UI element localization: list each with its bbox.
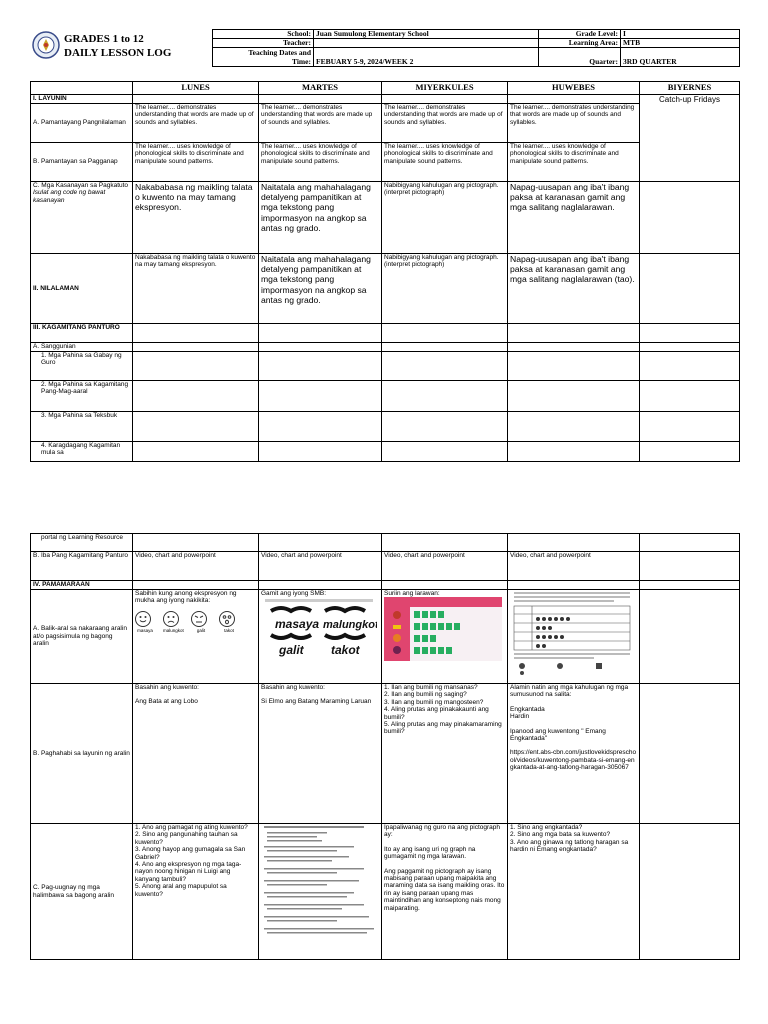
paghahabi-thu-l6: Ipanood ang kuwentong " Emang Engkantada" bbox=[510, 727, 606, 743]
iba-pang-thu: Video, chart and powerpoint bbox=[508, 552, 640, 581]
header-info-table bbox=[212, 29, 740, 67]
dates-label-line1: Teaching Dates and bbox=[248, 48, 311, 57]
paghahabi-tue-instruction: Basahin ang kuwento: bbox=[261, 684, 325, 691]
happy-face-icon bbox=[135, 611, 151, 627]
face-label: takot bbox=[224, 627, 234, 633]
row-label-portal: portal ng Learning Resource bbox=[31, 534, 133, 552]
paghahabi-tue bbox=[259, 684, 382, 824]
iba-pang-wed: Video, chart and powerpoint bbox=[382, 552, 508, 581]
pamantayang-mon: The learner.... demonstrates understanding that words are made up of sounds and syllables. bbox=[133, 104, 259, 143]
corner-cell bbox=[31, 82, 133, 95]
uugnay-wed bbox=[382, 824, 508, 960]
row-label-pag-uugnay: C. Pag-uugnay ng mga halimbawa sa bagong aralin bbox=[31, 824, 133, 960]
uugnay-thu-q3: 3. Ano ang ginawa ng tatlong haragan sa hardin ni Emang engkantada? bbox=[510, 838, 629, 854]
uugnay-mon-q2: 2. Sino ang pangunahing tauhan sa kuwento? bbox=[135, 831, 238, 846]
face-label: malungkot bbox=[163, 627, 184, 633]
paghahabi-wed-q1: 1. Ilan ang bumili ng mansanas? bbox=[384, 684, 478, 691]
face-label: masaya bbox=[137, 627, 153, 633]
paghahabi-wed-q3: 3. Ilan ang bumili ng mangosteen? bbox=[384, 698, 484, 706]
kasanayan-tue: Naitatala ang mahahalagang detalyeng pampanitikan at mga tekstong pang impormasyon na angkop sa antas ng grado. bbox=[259, 182, 382, 254]
balik-aral-thu bbox=[508, 590, 640, 684]
section-kagamitang: III. KAGAMITANG PANTURO bbox=[31, 324, 133, 343]
expression-faces bbox=[135, 611, 256, 634]
balik-aral-tue-text: Gamit ang iyong SMB: bbox=[261, 590, 327, 597]
face-label: galit bbox=[196, 627, 206, 633]
paghahabi-mon-story: Ang Bata at ang Lobo bbox=[135, 698, 198, 706]
uugnay-wed-p1: Ipapaliwanag ng guro na ang pictograph ay: bbox=[384, 824, 501, 839]
nilalaman-mon: Nakababasa ng maikling talata o kuwento na may tamang ekspresyon. bbox=[133, 254, 259, 324]
dates-label bbox=[213, 48, 314, 67]
pictograph-fruits-image bbox=[384, 597, 502, 661]
sad-face-icon bbox=[163, 611, 179, 627]
uugnay-mon-q5: 5. Anong aral ang mapupulot sa kuwento? bbox=[135, 883, 227, 898]
worksheet-image bbox=[261, 824, 379, 948]
face-sad bbox=[163, 611, 183, 634]
teacher-label: Teacher: bbox=[213, 39, 314, 48]
section-pamamaraan: IV. PAMAMARAAN bbox=[31, 581, 133, 590]
section-layunin: I. LAYUNIN bbox=[31, 95, 133, 104]
paghahabi-thu-l1: Alamin natin ang mga kahulugan ng mga sumusunod na salita: bbox=[510, 684, 629, 699]
quarter-label: Quarter: bbox=[539, 48, 621, 67]
paghahabi-thu-l3: Engkantada bbox=[510, 705, 545, 713]
paghahabi-wed-q5: 5. Aling prutas ang may pinakamaraming bumili? bbox=[384, 721, 502, 736]
pamantayang-thu: The learner.... demonstrates understanding that words are made up of sounds and syllables. bbox=[508, 104, 640, 143]
nilalaman-wed: Nabibigyang kahulugan ang pictograph. (interpret pictograph) bbox=[382, 254, 508, 324]
grade-label: Grade Level: bbox=[539, 30, 621, 39]
pamantayang-wed: The learner.... demonstrates understanding that words are made up of sounds and syllables. bbox=[382, 104, 508, 143]
dates-value: FEBUARY 5-9, 2024/WEEK 2 bbox=[314, 48, 539, 67]
pagganap-wed: The learner.... uses knowledge of phonological skills to discriminate and manipulate sound patterns. bbox=[382, 143, 508, 182]
balik-aral-tue bbox=[259, 590, 382, 684]
row-label-kasanayan bbox=[31, 182, 133, 254]
nilalaman-thu: Napag-uusapan ang iba't ibang paksa at karanasan gamit ang mga salitang naglalarawan (tao). bbox=[508, 254, 640, 324]
svg-text:takot: takot bbox=[331, 643, 360, 658]
paghahabi-thu-l4: Hardin bbox=[510, 713, 530, 721]
uugnay-tue bbox=[259, 824, 382, 960]
day-header-thu: HUWEBES bbox=[508, 82, 640, 95]
paghahabi-mon-instruction: Basahin ang kuwento: bbox=[135, 684, 199, 691]
school-label: School: bbox=[213, 30, 314, 39]
lesson-table-part2 bbox=[30, 533, 740, 960]
row-label-karagdagang: 4. Karagdagang Kagamitan mula sa bbox=[31, 442, 133, 462]
uugnay-thu-q2: 2. Sino ang mga bata sa kuwento? bbox=[510, 831, 611, 839]
lesson-table-part1 bbox=[30, 81, 740, 462]
uugnay-mon bbox=[133, 824, 259, 960]
section-nilalaman: II. NILALAMAN bbox=[31, 254, 133, 324]
balik-aral-mon-text: Sabihin kung anong ekspresyon ng mukha ang iyong nakikita: bbox=[135, 590, 237, 605]
row-label-sanggunian: A. Sanggunian bbox=[31, 343, 133, 352]
paghahabi-wed-q2: 2. Ilan ang bumili ng saging? bbox=[384, 691, 467, 699]
pagganap-thu: The learner.... uses knowledge of phonological skills to discriminate and manipulate sound patterns. bbox=[508, 143, 640, 182]
iba-pang-tue: Video, chart and powerpoint bbox=[259, 552, 382, 581]
area-value: MTB bbox=[621, 39, 740, 48]
kasanayan-thu: Napag-uusapan ang iba't ibang paksa at karanasan gamit ang mga salitang naglalarawan. bbox=[508, 182, 640, 254]
svg-text:malungkot: malungkot bbox=[323, 619, 377, 632]
balik-aral-wed-text: Suriin ang larawan: bbox=[384, 590, 440, 597]
pagganap-tue: The learner.... uses knowledge of phonological skills to discriminate and manipulate sound patterns. bbox=[259, 143, 382, 182]
paghahabi-tue-story: Si Elmo ang Batang Maraming Laruan bbox=[261, 698, 372, 706]
uugnay-mon-q4: 4. Ano ang ekspresyon ng mga taga-nayon noong hinigan ni Luigi ang kanyang tambuli? bbox=[135, 861, 242, 883]
angry-face-icon bbox=[191, 611, 207, 627]
smb-expressions-image bbox=[261, 597, 377, 659]
uugnay-mon-q1: 1. Ano ang pamagat ng ating kuwento? bbox=[135, 824, 248, 831]
grade-value: I bbox=[621, 30, 740, 39]
paghahabi-mon bbox=[133, 684, 259, 824]
paghahabi-wed bbox=[382, 684, 508, 824]
school-value: Juan Sumulong Elementary School bbox=[314, 30, 539, 39]
kasanayan-wed: Nabibigyang kahulugan ang pictograph. (interpret pictograph) bbox=[382, 182, 508, 254]
day-header-wed: MIYERKULES bbox=[382, 82, 508, 95]
iba-pang-mon: Video, chart and powerpoint bbox=[133, 552, 259, 581]
face-scared bbox=[219, 611, 239, 634]
area-label: Learning Area: bbox=[539, 39, 621, 48]
svg-text:galit: galit bbox=[279, 643, 304, 658]
dates-label-line2: Time: bbox=[291, 57, 311, 66]
nilalaman-tue: Naitatala ang mahahalagang detalyeng pampanitikan at mga tekstong pang impormasyon na angkop sa antas ng grado. bbox=[259, 254, 382, 324]
balik-aral-wed bbox=[382, 590, 508, 684]
day-header-mon: LUNES bbox=[133, 82, 259, 95]
form-title-grades: GRADES 1 to 12 bbox=[64, 33, 144, 45]
face-angry bbox=[191, 611, 211, 634]
row-label-pamantayan-pagganap: B. Pamantayan sa Pagganap bbox=[31, 143, 133, 182]
teacher-value bbox=[314, 39, 539, 48]
pamantayang-tue: The learner.... demonstrates understanding that words are made up of sounds and syllables. bbox=[259, 104, 382, 143]
row-label-gabay: 1. Mga Pahina sa Gabay ng Guro bbox=[31, 352, 133, 381]
deped-seal-icon bbox=[32, 31, 60, 59]
pagganap-mon: The learner.... uses knowledge of phonological skills to discriminate and manipulate sound patterns. bbox=[133, 143, 259, 182]
day-header-fri: BIYERNES bbox=[640, 82, 740, 95]
kasanayan-note: Isulat ang code ng bawat kasanayan bbox=[33, 189, 106, 204]
video-link[interactable]: https://ent.abs-cbn.com/justlovekidspreschool/videos/kuwentong-pambata-si-emang-engkantada-at-ang-tatlong-haragan-305067 bbox=[510, 749, 637, 772]
uugnay-thu-q1: 1. Sino ang engkantada? bbox=[510, 824, 583, 831]
row-label-balik-aral: A. Balik-aral sa nakaraang aralin at/o pagsisimula ng bagong aralin bbox=[31, 590, 133, 684]
day-header-tue: MARTES bbox=[259, 82, 382, 95]
uugnay-thu bbox=[508, 824, 640, 960]
face-happy bbox=[135, 611, 155, 634]
row-label-kagamitang-pang: 2. Mga Pahina sa Kagamitang Pang-Mag-aaral bbox=[31, 381, 133, 412]
balik-aral-mon bbox=[133, 590, 259, 684]
row-label-teksbuk: 3. Mga Pahina sa Teksbuk bbox=[31, 412, 133, 442]
row-label-pamantayang: A. Pamantayang Pangnilalaman bbox=[31, 104, 133, 143]
pictograph-worksheet-image bbox=[510, 590, 634, 676]
paghahabi-wed-q4: 4. Aling prutas ang pinakakaunti ang bumili? bbox=[384, 706, 489, 721]
uugnay-wed-p3: Ang paggamit ng pictograph ay isang mabisang paraan upang maipakita ang maraming data sa isang maikling oras. Ito rin ay isang paraan upang mas maintindihan ang konseptong nais mong maiparating. bbox=[384, 867, 505, 912]
svg-text:masaya: masaya bbox=[275, 617, 320, 632]
catch-up-fridays: Catch-up Fridays bbox=[640, 95, 740, 182]
scared-face-icon bbox=[219, 611, 235, 627]
kasanayan-mon: Nakababasa ng maikling talata o kuwento na may tamang ekspresyon. bbox=[133, 182, 259, 254]
uugnay-wed-p2: Ito ay ang isang uri ng graph na gumagamit ng mga larawan. bbox=[384, 845, 476, 861]
row-label-paghahabi: B. Paghahabi sa layunin ng aralin bbox=[31, 684, 133, 824]
uugnay-mon-q3: 3. Anong hayop ang gumagala sa San Gabriel? bbox=[135, 846, 246, 861]
paghahabi-thu bbox=[508, 684, 640, 824]
form-title-dll: DAILY LESSON LOG bbox=[64, 47, 172, 59]
kasanayan-label: C. Mga Kasanayan sa Pagkatuto bbox=[33, 182, 129, 189]
quarter-value: 3RD QUARTER bbox=[621, 48, 740, 67]
row-label-iba-pang: B. Iba Pang Kagamitang Panturo bbox=[31, 552, 133, 581]
